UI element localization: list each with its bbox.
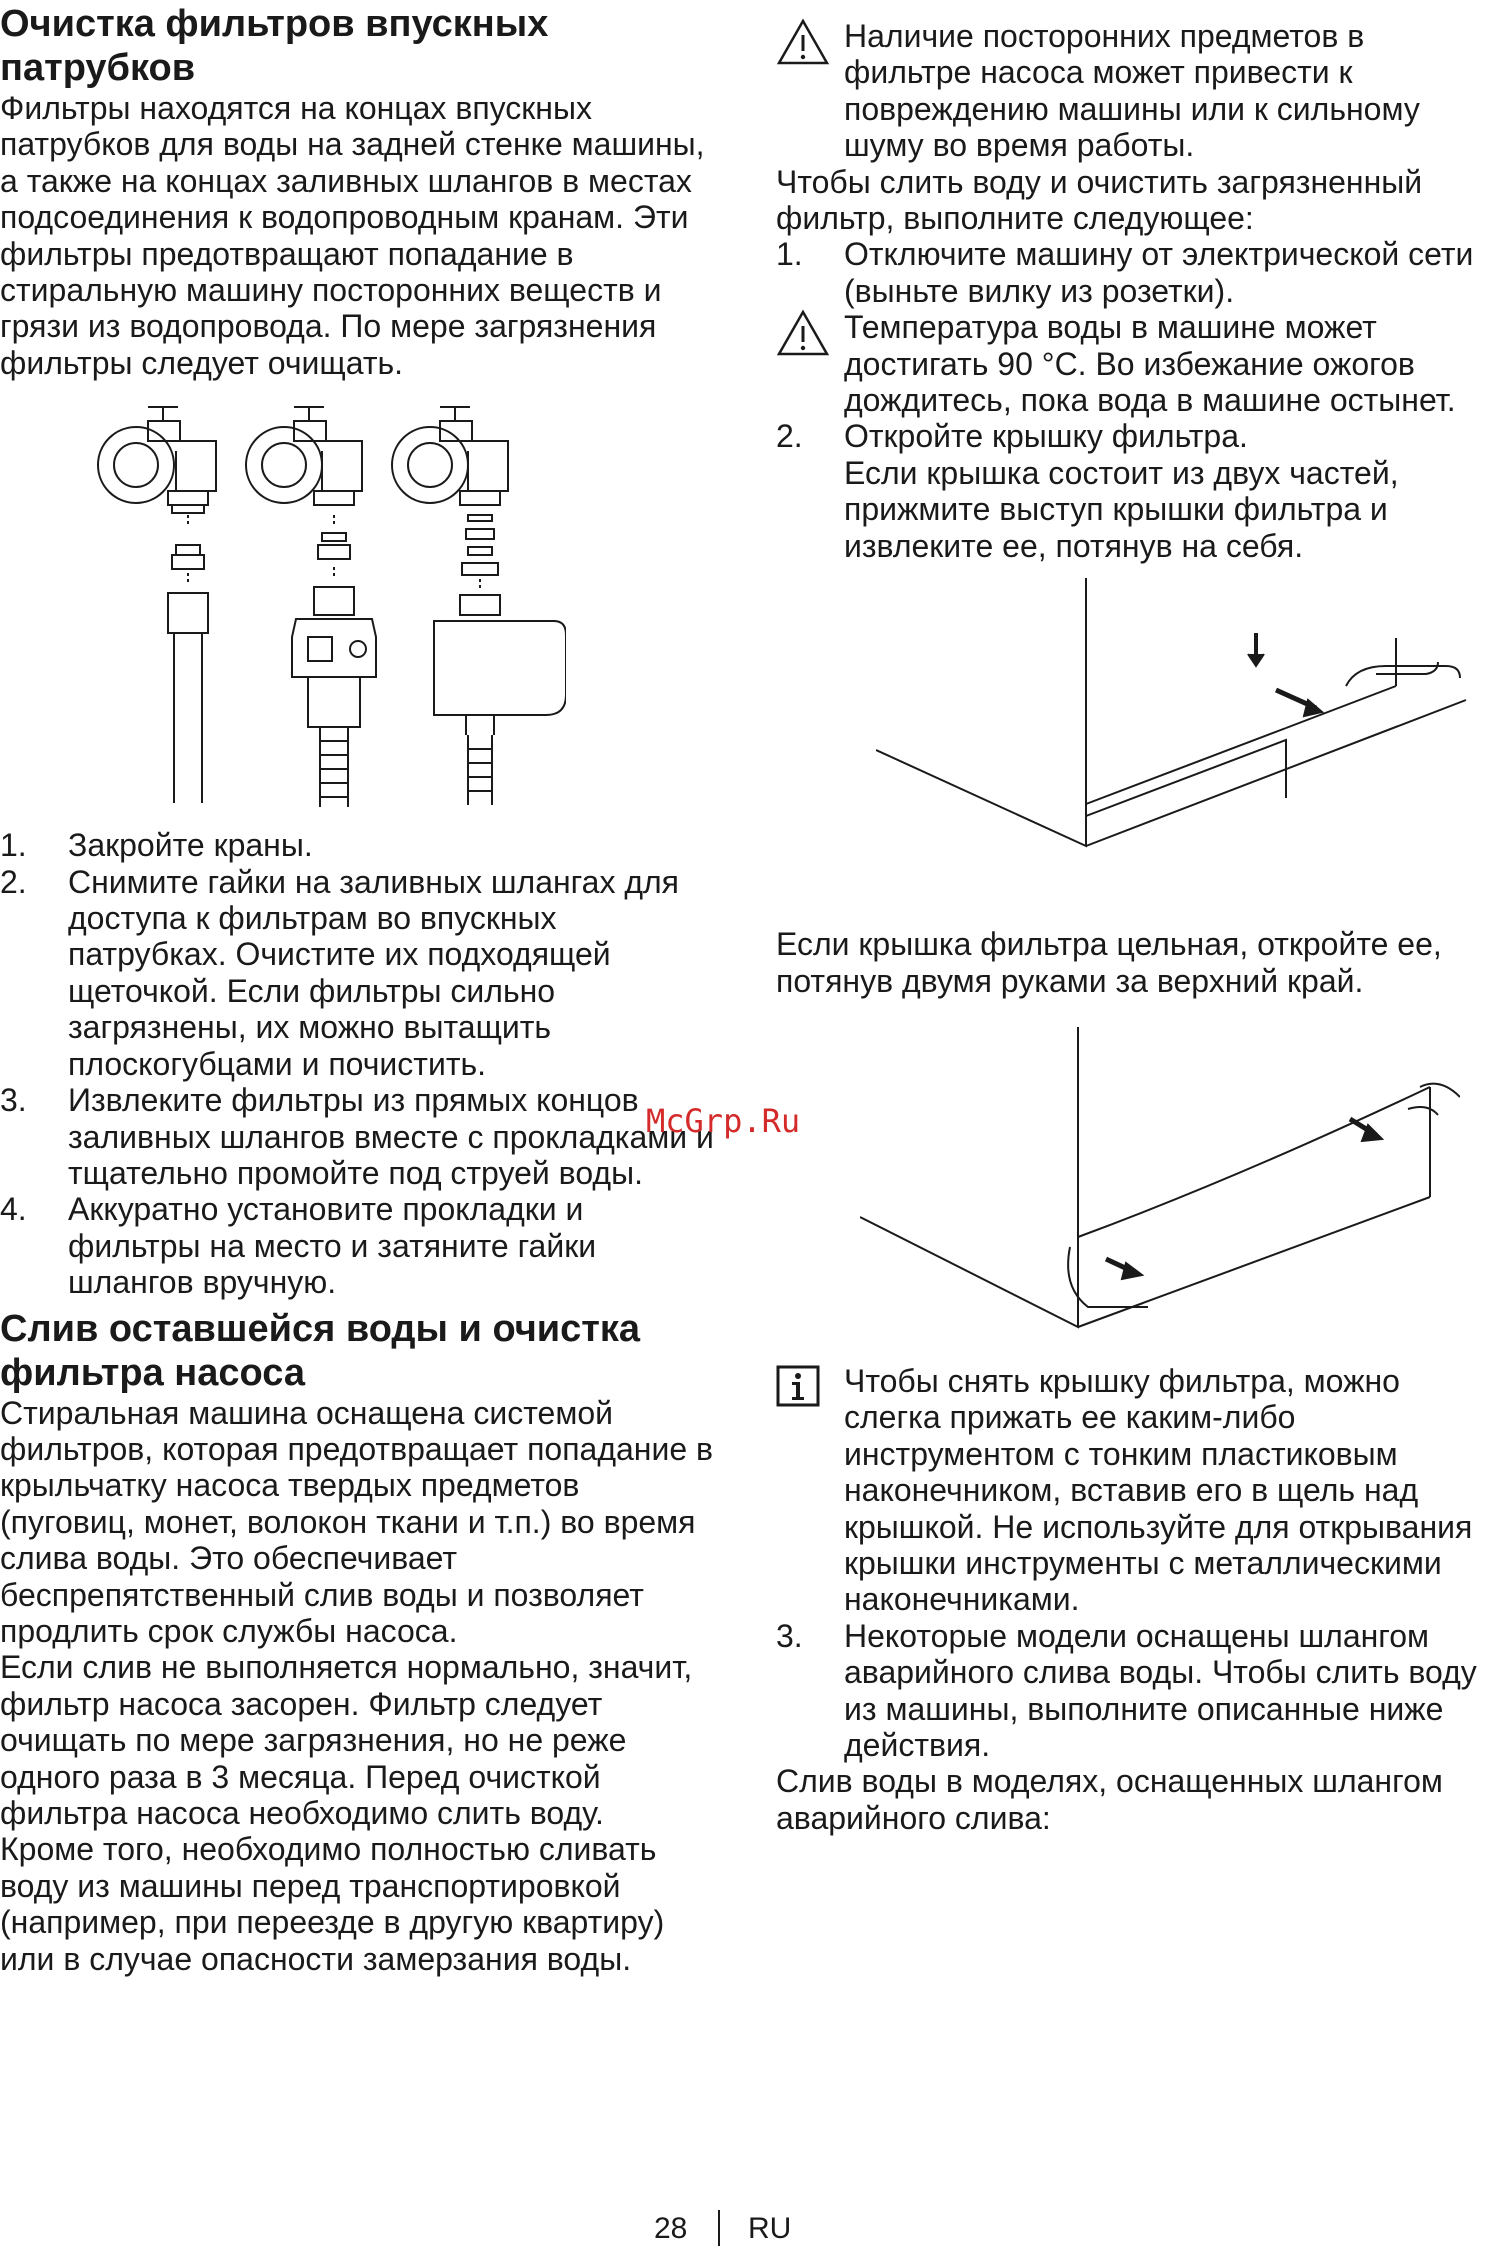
drain-intro: Чтобы слить воду и очистить загрязненный фильтр, выполните следующее: xyxy=(776,163,1423,237)
tap-filters-diagram xyxy=(96,397,566,817)
language-code: RU xyxy=(748,2212,792,2245)
list-item: 2. Откройте крышку фильтра. xyxy=(776,418,1248,455)
list-item: 1. Закройте краны. xyxy=(0,827,313,864)
tap-aquastop-hose xyxy=(246,407,376,807)
tap-plain-hose xyxy=(98,407,216,803)
inlet-filters-intro: Фильтры находятся на концах впускных патрубков для воды на задней стенке машины, а также на концах заливных шлангов в местах подсоединения к водопроводным кранам. Эти фильтры предотвращают попадание в стиральную машину посторонних веществ и грязи из водопровода. По мере загрязнения фильтры следует очищать. xyxy=(0,90,705,381)
list-item: 1. Отключите машину от электрической сети (выньте вилку из розетки). xyxy=(776,236,1474,309)
info-plastic-tool: Чтобы снять крышку фильтра, можно слегка прижать ее каким-либо инструментом с тонким пластиковым наконечником, вставив его в щель над крышкой. Не используйте для открывания крышки инструменты с металлическими наконечниками. xyxy=(776,1363,1492,1618)
tap-box-hose xyxy=(392,407,566,805)
list-item: 3. Некоторые модели оснащены шлангом аварийного слива воды. Чтобы слить воду из машины, выполните описанные ниже действия. xyxy=(776,1617,1477,1763)
list-item: 2. Снимите гайки на заливных шлангах для доступа к фильтрам во впускных патрубках. Очистите их подходящей щеточкой. Если фильтры сильно загрязнены, их можно вытащить плоскогубцами и почистить. xyxy=(0,863,679,1082)
tap-filters-illustration xyxy=(96,397,720,817)
drain-step-2 xyxy=(776,418,1492,454)
footer-divider xyxy=(718,2210,720,2246)
warning-triangle-icon xyxy=(776,18,830,66)
list-item: 3. Извлеките фильтры из прямых концов заливных шлангов вместе с прокладками и тщательно промойте под струей воды. xyxy=(0,1082,714,1191)
drain-step-1 xyxy=(776,236,1492,309)
pump-filter-para-1: Стиральная машина оснащена системой фильтров, которая предотвращает попадание в крыльчатку насоса твердых предметов (пуговиц, монет, волокон ткани и т.п.) во время слива воды. Это обеспечивает беспрепятственный слив воды и позволяет продлить срок службы насоса. xyxy=(0,1394,714,1649)
drain-step-3 xyxy=(776,1618,1492,1764)
two-part-cover-illustration xyxy=(876,578,1492,908)
pump-filter-para-2: Если слив не выполняется нормально, значит, фильтр насоса засорен. Фильтр следует очищать по мере загрязнения, но не реже одного раза в 3 месяца. Перед очисткой фильтра насоса необходимо слить воду. xyxy=(0,1649,693,1831)
one-piece-cover-illustration xyxy=(860,1027,1492,1347)
warning-hot-water: Температура воды в машине может достигать 90 °C. Во избежание ожогов дождитесь, пока вода в машине остынет. xyxy=(776,309,1492,418)
section-heading-inlet-filters: Очистка фильтров впускных патрубков xyxy=(0,3,549,89)
one-piece-cover-detail: Если крышка фильтра цельная, откройте ее, потянув двумя руками за верхний край. xyxy=(776,926,1442,999)
warning-foreign-objects: Наличие посторонних предметов в фильтре насоса может привести к повреждению машины или к сильному шуму во время работы. xyxy=(776,18,1492,164)
list-item: 4. Аккуратно установите прокладки и фильтры на место и затяните гайки шлангов вручную. xyxy=(0,1191,597,1301)
pump-filter-para-3: Кроме того, необходимо полностью сливать воду из машины перед транспортировкой (например, при переезде в другую квартиру) или в случае опасности замерзания воды. xyxy=(0,1831,665,1977)
two-part-cover-detail: Если крышка состоит из двух частей, прижмите выступ крышки фильтра и извлеките ее, потянув на себя. xyxy=(844,454,1399,564)
emergency-hose-heading: Слив воды в моделях, оснащенных шлангом аварийного слива: xyxy=(776,1763,1443,1836)
left-column xyxy=(0,0,720,1977)
warning-triangle-icon xyxy=(776,309,830,357)
inlet-filter-steps xyxy=(0,827,720,1300)
page-number: 28 xyxy=(654,2212,688,2245)
watermark: McGrp.Ru xyxy=(646,1102,801,1140)
info-icon xyxy=(776,1365,820,1407)
two-part-cover-diagram xyxy=(876,578,1476,908)
section-heading-pump-filter: Слив оставшейся воды и очистка фильтра насоса xyxy=(0,1307,641,1394)
page-footer xyxy=(0,2212,1492,2248)
one-piece-cover-diagram xyxy=(860,1027,1460,1347)
right-column xyxy=(776,0,1492,1836)
